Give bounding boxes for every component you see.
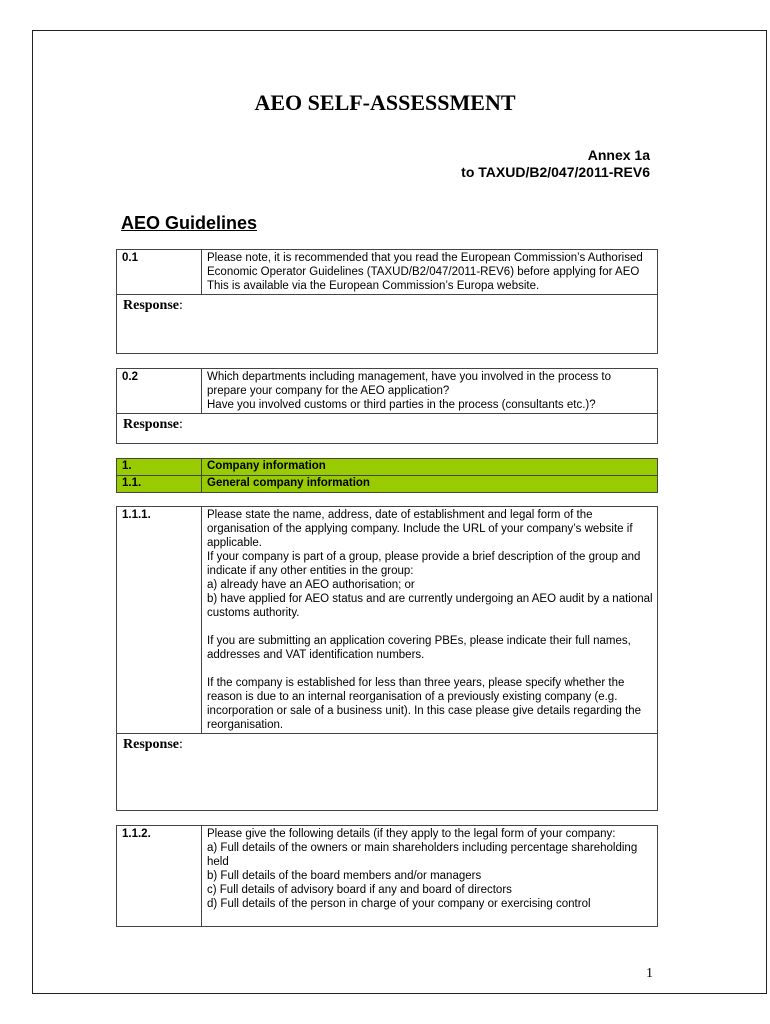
subsection-label: General company information xyxy=(201,476,370,492)
question-block-1-1-1 xyxy=(116,506,658,811)
annex-label: Annex 1a xyxy=(587,147,650,163)
question-paragraph: If the company is established for less than three years, please specify whether the reason is due to an internal reorganisation of a previously existing company (e.g. incorporation or sale of a business unit). In this case please give details regarding the reorganisation. xyxy=(207,677,642,731)
question-row xyxy=(117,507,657,734)
question-paragraph: Which departments including management, have you involved in the process to prepare your company for the AEO application? xyxy=(207,371,612,397)
question-paragraph: a) already have an AEO authorisation; or xyxy=(207,579,415,591)
question-paragraph: Have you involved customs or third parties in the process (consultants etc.)? xyxy=(207,399,596,411)
question-number: 1.1.2. xyxy=(122,828,151,840)
question-text xyxy=(201,250,657,294)
question-text xyxy=(201,369,657,413)
question-text xyxy=(201,826,657,926)
question-paragraph: a) Full details of the owners or main shareholders including percentage shareholding held xyxy=(207,842,638,868)
response-label: Response xyxy=(123,417,180,432)
question-block-0-2 xyxy=(116,368,658,444)
question-block-0-1 xyxy=(116,249,658,354)
question-paragraph: If your company is part of a group, please provide a brief description of the group and indicate if any other entities in the group: xyxy=(207,551,641,577)
question-paragraph: Please note, it is recommended that you read the European Commission’s Authorised Economic Operator Guidelines (TAXUD/B2/047/2011-REV6) before applying for AEO This is available via the European Commission’s Europa website. xyxy=(207,252,643,292)
question-text xyxy=(201,507,657,733)
response-area[interactable]: Response: xyxy=(123,737,183,752)
question-number: 0.1 xyxy=(122,252,138,264)
question-row xyxy=(117,369,657,414)
question-paragraph: d) Full details of the person in charge of your company or exercising control xyxy=(207,898,591,910)
question-row xyxy=(117,250,657,295)
question-number: 0.2 xyxy=(122,371,138,383)
subsection-row xyxy=(117,476,657,492)
question-paragraph: If you are submitting an application covering PBEs, please indicate their full names, addresses and VAT identification numbers. xyxy=(207,635,631,661)
section-header-company-information xyxy=(116,458,658,493)
response-label: Response xyxy=(123,737,180,752)
response-area[interactable]: Response: xyxy=(123,417,183,432)
question-paragraph: Please state the name, address, date of establishment and legal form of the organisation of the applying company. Include the URL of your company’s website if applicable. xyxy=(207,509,633,549)
response-label: Response xyxy=(123,298,180,313)
document-title: AEO SELF-ASSESSMENT xyxy=(254,90,516,115)
question-paragraph: b) Full details of the board members and/or managers xyxy=(207,870,482,882)
question-paragraph: b) have applied for AEO status and are currently undergoing an AEO audit by a national customs authority. xyxy=(207,593,653,619)
section-label: Company information xyxy=(201,459,326,475)
annex-reference: to TAXUD/B2/047/2011-REV6 xyxy=(461,164,650,180)
subsection-number: 1.1. xyxy=(122,477,142,489)
question-row xyxy=(117,826,657,926)
question-block-1-1-2 xyxy=(116,825,658,927)
page-number: 1 xyxy=(646,966,653,981)
section-heading: AEO Guidelines xyxy=(121,213,258,233)
question-paragraph: Please give the following details (if they apply to the legal form of your company: xyxy=(207,828,616,840)
section-row xyxy=(117,459,657,476)
section-number: 1. xyxy=(122,460,132,472)
response-area[interactable]: Response: xyxy=(123,298,183,313)
question-number: 1.1.1. xyxy=(122,509,151,521)
question-paragraph: c) Full details of advisory board if any and board of directors xyxy=(207,884,512,896)
